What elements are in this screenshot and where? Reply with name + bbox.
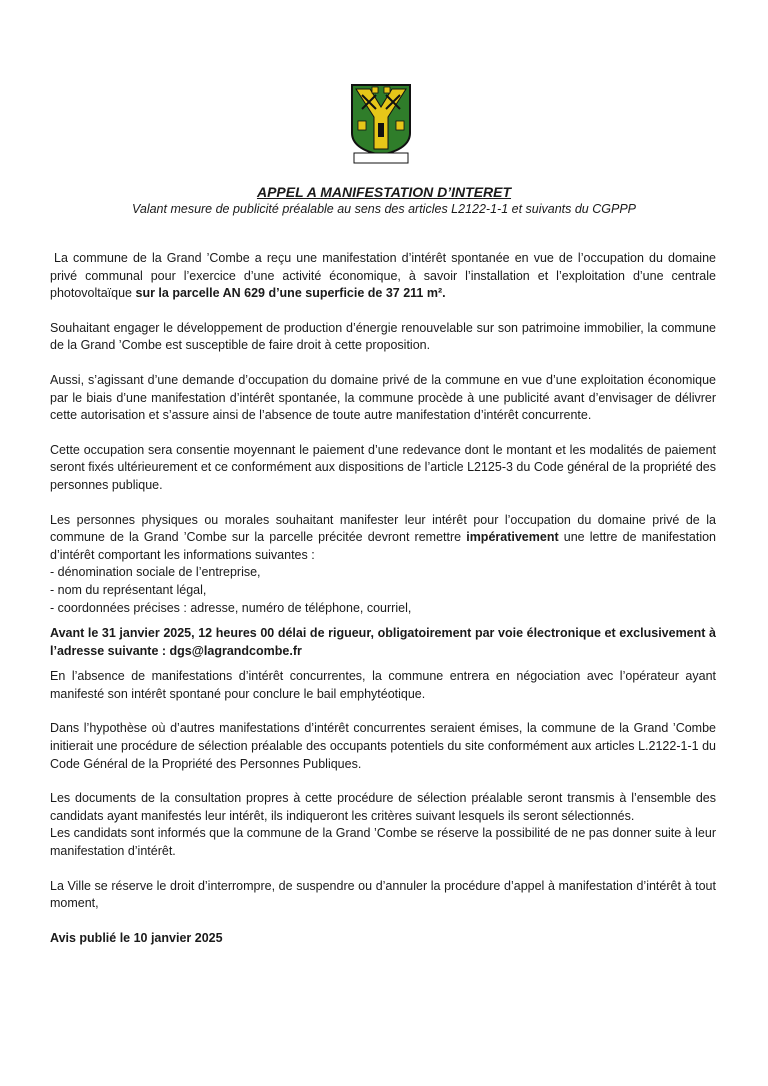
list-item: - dénomination sociale de l’entreprise,	[50, 565, 261, 580]
paragraph-fee: Cette occupation sera consentie moyennant le paiement d’une redevance dont le montant et les modalités de paiement seront fixés ultérieurement et ce conformément aux dispositions de l’article L2125-3 du Code général de la propriété des personnes publique.	[50, 442, 716, 492]
paragraph-deadline	[50, 625, 716, 660]
requirements-text-pre: Les personnes physiques ou morales souhaitant manifester leur intérêt pour l’occupation du domaine privé de la commune de la Grand ’Combe sur la parcelle précitée devront remettre	[50, 512, 716, 545]
paragraph-reserve: Les candidats sont informés que la commune de la Grand ’Combe se réserve la possibilité de ne pas donner suite à leur manifestation d’intérêt.	[50, 826, 716, 859]
list-item: - nom du représentant légal,	[50, 582, 207, 597]
municipal-coat-of-arms-icon	[350, 83, 412, 165]
list-item: - coordonnées précises : adresse, numéro de téléphone, courriel,	[50, 600, 412, 615]
document-body	[50, 250, 716, 964]
paragraph-intro	[50, 250, 716, 303]
paragraph-requirements	[50, 512, 716, 565]
paragraph-renewable: Souhaitant engager le développement de production d’énergie renouvelable sur son patrimoine immobilier, la commune de la Grand ’Combe est susceptible de faire droit à cette proposition.	[50, 320, 716, 353]
requirements-list	[50, 564, 716, 617]
publication-date: Avis publié le 10 janvier 2025	[50, 930, 223, 945]
document-title: APPEL A MANIFESTATION D’INTERET	[256, 184, 512, 200]
requirements-text-post: une lettre de manifestation d’intérêt comportant les informations suivantes :	[50, 530, 716, 562]
paragraph-negotiation: En l’absence de manifestations d’intérêt concurrentes, la commune entrera en négociation avec l’opérateur ayant manifesté son intérêt spontané pour conclure le bail emphytéotique.	[50, 669, 716, 701]
paragraph-interrupt: La Ville se réserve le droit d’interrompre, de suspendre ou d’annuler la procédure d’appel à manifestation d’intérêt à tout moment,	[50, 878, 716, 911]
document-subtitle: Valant mesure de publicité préalable au sens des articles L2122-1-1 et suivants du CGPPP	[132, 202, 636, 216]
paragraph-selection: Dans l’hypothèse où d’autres manifestations d’intérêt concurrentes seraient émises, la commune de la Grand ’Combe initierait une procédure de sélection préalable des occupants potentiels du site conformément aux articles L.2122-1-1 du Code Général de la Propriété des Personnes Publiques.	[50, 721, 716, 771]
deadline-text: Avant le 31 janvier 2025, 12 heures 00 délai de rigueur, obligatoirement par voie électronique et exclusivement à l’adresse suivante : dgs@lagrandcombe.fr	[50, 626, 716, 658]
parcel-details: sur la parcelle AN 629 d’une superficie de 37 211 m².	[135, 286, 446, 301]
paragraph-publicity: Aussi, s’agissant d’une demande d’occupation du domaine privé de la commune en vue d’une exploitation économique par le biais d’une manifestation d’intérêt spontanée, la commune procède à une publicité avant d’envisager de délivrer cette autorisation et s’assure ainsi de l’absence de toute autre manifestation d’intérêt concurrente.	[50, 372, 716, 423]
requirements-emphasis: impérativement	[466, 530, 559, 545]
paragraph-intro-text: La commune de la Grand ’Combe a reçu une manifestation d’intérêt spontanée en vue de l’occupation du domaine privé communal pour l’exercice d’une activité économique, à savoir l’installation et l’exploitation d’une centrale photovoltaïque	[50, 251, 716, 301]
paragraph-documents: Les documents de la consultation propres à cette procédure de sélection préalable seront transmis à l’ensemble des candidats ayant manifestés leur intérêt, ils indiqueront les critères suivant lesquels ils seront sélectionnés.	[50, 791, 716, 823]
